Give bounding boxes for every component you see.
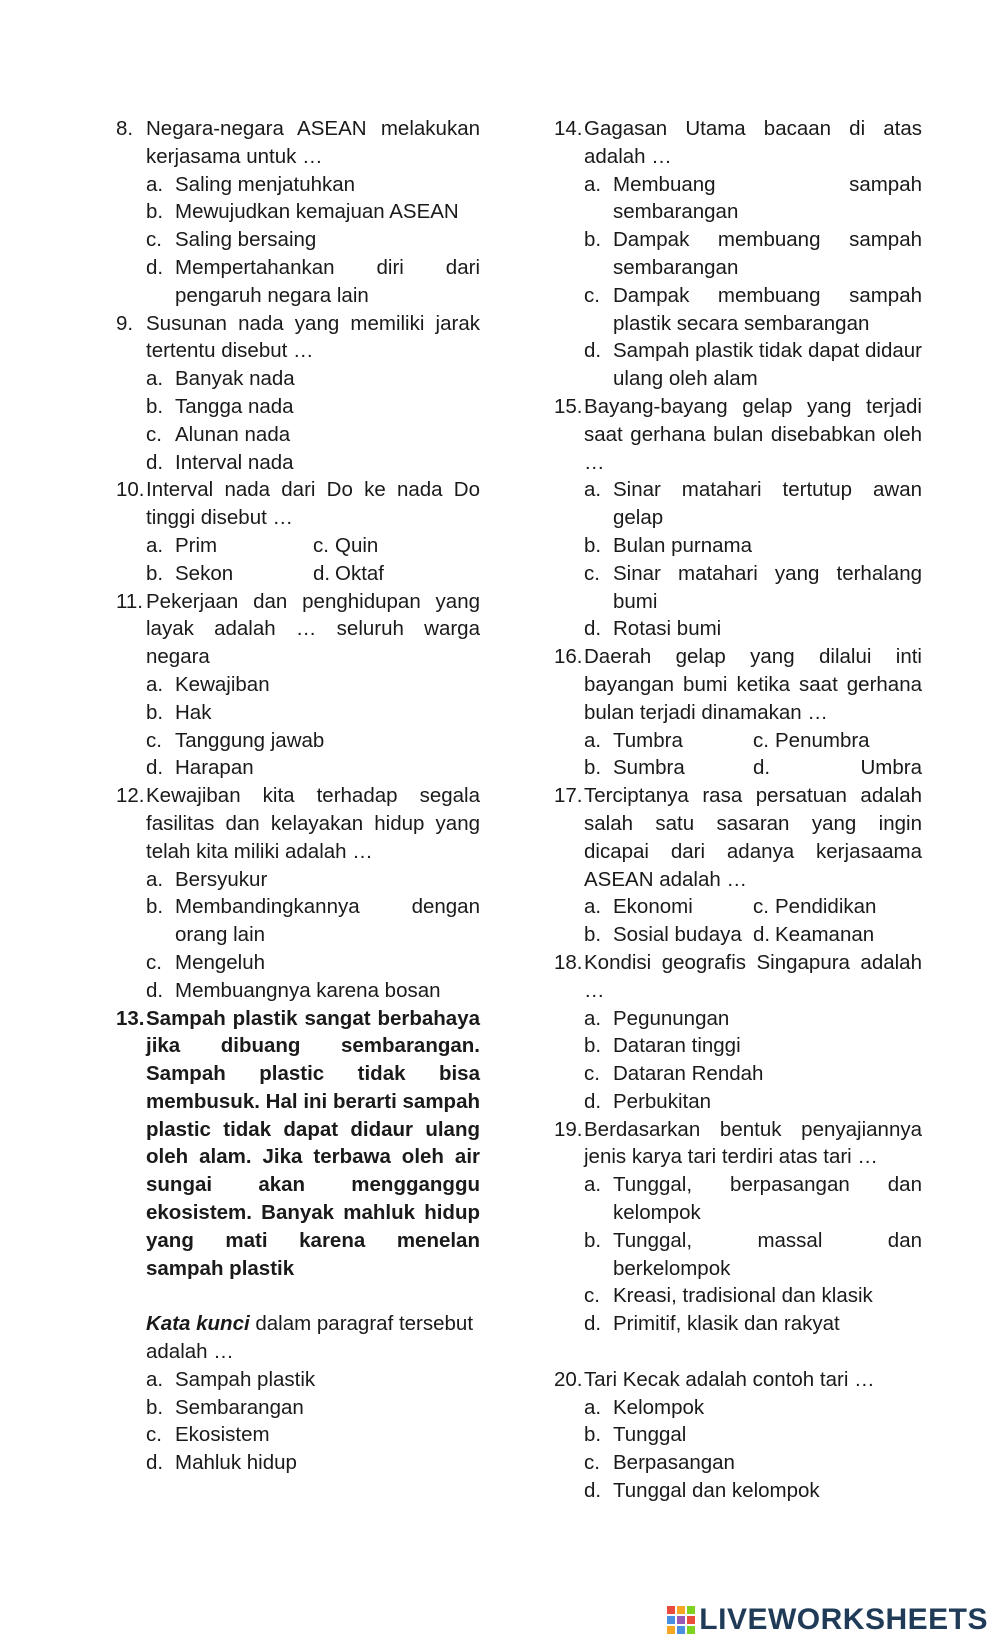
- option-text[interactable]: Ekosistem: [175, 1423, 270, 1447]
- question-number: 17.: [554, 784, 583, 808]
- option-text[interactable]: Banyak nada: [175, 367, 295, 391]
- question-text: Pekerjaan dan penghidupan yang layak adalah … seluruh warga negara: [146, 589, 480, 669]
- question-number: 9.: [116, 311, 134, 335]
- option-text[interactable]: Sinar matahari yang terhalang bumi: [613, 561, 922, 613]
- option-letter: c.: [313, 533, 329, 557]
- option-text[interactable]: Tunggal, massal dan berkelompok: [613, 1228, 922, 1280]
- option-letter: c.: [146, 728, 162, 752]
- option-letter: c.: [146, 950, 162, 974]
- option-letter: d.: [313, 561, 331, 585]
- liveworksheets-logo[interactable]: [667, 1603, 988, 1637]
- option-letter: d.: [753, 756, 771, 780]
- question-10: [116, 476, 480, 587]
- option-letter: c.: [146, 1423, 162, 1447]
- option-text[interactable]: Tunggal dan kelompok: [613, 1479, 820, 1503]
- question-text: Berdasarkan bentuk penyajiannya jenis karya tari terdiri atas tari …: [584, 1117, 922, 1169]
- right-column: [554, 115, 922, 1505]
- option-letter: a.: [584, 172, 602, 196]
- option-text[interactable]: Primitif, klasik dan rakyat: [613, 1312, 840, 1336]
- option-text[interactable]: Tanggung jawab: [175, 728, 325, 752]
- option-letter: a.: [584, 478, 602, 502]
- option-text[interactable]: Dampak membuang sampah plastik secara sembarangan: [613, 283, 922, 335]
- option-letter: d.: [753, 923, 771, 947]
- logo-square: [667, 1606, 675, 1614]
- question-number: 20.: [554, 1367, 583, 1391]
- option-text[interactable]: Saling menjatuhkan: [175, 172, 356, 196]
- option-text[interactable]: Bersyukur: [175, 867, 268, 891]
- question-number: 12.: [116, 784, 145, 808]
- option-letter: a.: [146, 672, 164, 696]
- option-text[interactable]: Kewajiban: [175, 672, 270, 696]
- question-text: Gagasan Utama bacaan di atas adalah …: [584, 117, 922, 168]
- option-letter: c.: [146, 422, 162, 446]
- option-letter: a.: [584, 1173, 602, 1197]
- question-16: [554, 643, 922, 782]
- option-letter: d.: [146, 450, 164, 474]
- option-text[interactable]: Pegunungan: [613, 1006, 730, 1030]
- option-text[interactable]: Tunggal: [613, 1423, 687, 1447]
- option-text[interactable]: Sinar matahari tertutup awan gelap: [613, 478, 922, 530]
- option-letter: a.: [146, 867, 164, 891]
- option-text[interactable]: Mewujudkan kemajuan ASEAN: [175, 200, 459, 224]
- option-text[interactable]: Alunan nada: [175, 422, 291, 446]
- question-number: 15.: [554, 394, 583, 418]
- option-text[interactable]: Tangga nada: [175, 394, 294, 418]
- option-letter: c.: [584, 1284, 600, 1308]
- option-letter: c.: [753, 895, 769, 919]
- question-text: Susunan nada yang memiliki jarak tertentu disebut …: [146, 311, 480, 363]
- question-number: 14.: [554, 117, 583, 140]
- question-text: Terciptanya rasa persatuan adalah salah satu sasaran yang ingin dicapai dari adanya kerjasaama ASEAN adalah …: [584, 784, 922, 891]
- logo-square: [677, 1626, 685, 1634]
- option-letter: d.: [146, 255, 164, 279]
- option-letter: d.: [584, 339, 602, 363]
- option-text[interactable]: Tunggal, berpasangan dan kelompok: [613, 1173, 922, 1225]
- prompt-text: dalam paragraf tersebut adalah …: [146, 1312, 474, 1364]
- option-text[interactable]: Sampah plastik tidak dapat didaur ulang oleh alam: [613, 339, 922, 391]
- option-text[interactable]: Penumbra: [775, 728, 870, 752]
- option-text[interactable]: Saling bersaing: [175, 228, 317, 252]
- option-text[interactable]: Harapan: [175, 756, 254, 780]
- option-letter: a.: [146, 533, 164, 557]
- logo-square: [687, 1606, 695, 1614]
- option-text[interactable]: Quin: [335, 533, 379, 557]
- option-letter: d.: [146, 756, 164, 780]
- question-text: Interval nada dari Do ke nada Do tinggi disebut …: [146, 478, 480, 530]
- option-text[interactable]: Kelompok: [613, 1395, 705, 1419]
- option-text[interactable]: Keamanan: [775, 923, 875, 947]
- option-text[interactable]: Dampak membuang sampah sembarangan: [613, 228, 922, 279]
- logo-square: [687, 1616, 695, 1624]
- question-text: Bayang-bayang gelap yang terjadi saat gerhana bulan disebabkan oleh …: [584, 394, 922, 474]
- option-letter: d.: [584, 617, 602, 641]
- option-letter: a.: [584, 1006, 602, 1030]
- question-12: [116, 782, 480, 1004]
- option-letter: c.: [584, 1451, 600, 1475]
- option-letter: c.: [584, 561, 600, 585]
- left-column: [116, 115, 480, 1477]
- question-18: [554, 949, 922, 1116]
- option-letter: b.: [146, 394, 164, 418]
- question-number: 8.: [116, 117, 134, 140]
- option-letter: d.: [584, 1312, 602, 1336]
- option-letter: d.: [146, 1451, 164, 1475]
- question-17: [554, 782, 922, 949]
- question-number: 16.: [554, 645, 583, 669]
- question-13: [116, 1005, 480, 1478]
- question-9: [116, 310, 480, 477]
- option-letter: b.: [584, 228, 602, 252]
- question-14: [554, 115, 922, 393]
- option-letter: b.: [146, 561, 164, 585]
- option-letter: b.: [584, 756, 602, 780]
- keyword-label: Kata kunci: [146, 1312, 250, 1336]
- option-text[interactable]: Sosial budaya: [613, 923, 742, 947]
- question-prompt: [146, 1310, 480, 1366]
- option-text[interactable]: Pendidikan: [775, 895, 877, 919]
- option-letter: b.: [146, 895, 164, 919]
- option-text[interactable]: Sampah plastik: [175, 1367, 316, 1391]
- logo-square: [687, 1626, 695, 1634]
- question-text: Daerah gelap yang dilalui inti bayangan bumi ketika saat gerhana bulan terjadi dinamakan …: [584, 645, 922, 724]
- option-letter: b.: [584, 1228, 602, 1252]
- option-text[interactable]: Membuangnya karena bosan: [175, 978, 441, 1002]
- option-letter: d.: [146, 978, 164, 1002]
- question-text: Tari Kecak adalah contoh tari …: [584, 1367, 875, 1391]
- option-text[interactable]: Rotasi bumi: [613, 617, 722, 641]
- option-letter: b.: [584, 1034, 602, 1058]
- option-letter: a.: [584, 728, 602, 752]
- option-text[interactable]: Kreasi, tradisional dan klasik: [613, 1284, 873, 1308]
- option-letter: a.: [146, 172, 164, 196]
- option-letter: a.: [146, 367, 164, 391]
- option-text[interactable]: Hak: [175, 700, 212, 724]
- option-text[interactable]: Dataran Rendah: [613, 1062, 764, 1086]
- option-letter: b.: [146, 1395, 164, 1419]
- option-text[interactable]: Sekon: [175, 561, 234, 585]
- option-letter: b.: [584, 533, 602, 557]
- option-letter: b.: [146, 200, 164, 224]
- logo-square: [667, 1626, 675, 1634]
- option-text[interactable]: Tumbra: [613, 728, 683, 752]
- option-text[interactable]: Ekonomi: [613, 895, 693, 919]
- option-text[interactable]: Dataran tinggi: [613, 1034, 741, 1058]
- option-text[interactable]: Sembarangan: [175, 1395, 304, 1419]
- question-passage: Sampah plastik sangat berbahaya jika dibuang sembarangan. Sampah plastic tidak bisa membusuk. Hal ini berarti sampah plastic tidak dapat didaur ulang oleh alam. Jika terbawa oleh air sungai akan mengganggu ekosistem. Banyak mahluk hidup yang mati karena menelan sampah plastik: [146, 1006, 480, 1280]
- question-20: [554, 1366, 922, 1505]
- question-19: [554, 1116, 922, 1338]
- option-letter: b.: [584, 923, 602, 947]
- question-8: [116, 115, 480, 310]
- logo-grid-icon: [667, 1606, 695, 1634]
- question-number: 13.: [116, 1006, 145, 1030]
- logo-square: [667, 1616, 675, 1624]
- option-text[interactable]: Perbukitan: [613, 1089, 712, 1113]
- option-letter: b.: [146, 700, 164, 724]
- option-text[interactable]: Prim: [175, 533, 218, 557]
- option-letter: c.: [584, 1062, 600, 1086]
- question-11: [116, 588, 480, 783]
- question-number: 19.: [554, 1117, 583, 1141]
- option-letter: c.: [584, 283, 600, 307]
- option-text[interactable]: Umbra: [860, 756, 922, 780]
- option-letter: c.: [753, 728, 769, 752]
- question-text: Kewajiban kita terhadap segala fasilitas dan kelayakan hidup yang telah kita miliki adalah …: [146, 784, 480, 863]
- option-letter: a.: [146, 1367, 164, 1391]
- brand-name: LIVEWORKSHEETS: [699, 1603, 988, 1636]
- option-letter: b.: [584, 1423, 602, 1447]
- option-text[interactable]: Mahluk hidup: [175, 1451, 297, 1475]
- option-letter: a.: [584, 1395, 602, 1419]
- option-text[interactable]: Interval nada: [175, 450, 294, 474]
- logo-square: [677, 1616, 685, 1624]
- option-letter: d.: [584, 1089, 602, 1113]
- option-text[interactable]: Oktaf: [335, 561, 384, 585]
- option-text[interactable]: Mengeluh: [175, 950, 266, 974]
- question-number: 18.: [554, 950, 583, 974]
- question-text: Negara-negara ASEAN melakukan kerjasama untuk …: [146, 117, 480, 168]
- option-text[interactable]: Sumbra: [613, 756, 685, 780]
- option-text[interactable]: Membandingkannya dengan orang lain: [175, 895, 480, 947]
- option-letter: c.: [146, 228, 162, 252]
- question-number: 11.: [116, 589, 143, 613]
- option-letter: a.: [584, 895, 602, 919]
- option-text[interactable]: Membuang sampah sembarangan: [613, 172, 922, 224]
- option-text[interactable]: Berpasangan: [613, 1451, 735, 1475]
- question-15: [554, 393, 922, 643]
- question-number: 10.: [116, 478, 145, 502]
- option-text[interactable]: Bulan purnama: [613, 533, 753, 557]
- option-letter: d.: [584, 1479, 602, 1503]
- option-text[interactable]: Mempertahankan diri dari pengaruh negara lain: [175, 255, 480, 307]
- question-text: Kondisi geografis Singapura adalah …: [584, 950, 922, 1002]
- logo-square: [677, 1606, 685, 1614]
